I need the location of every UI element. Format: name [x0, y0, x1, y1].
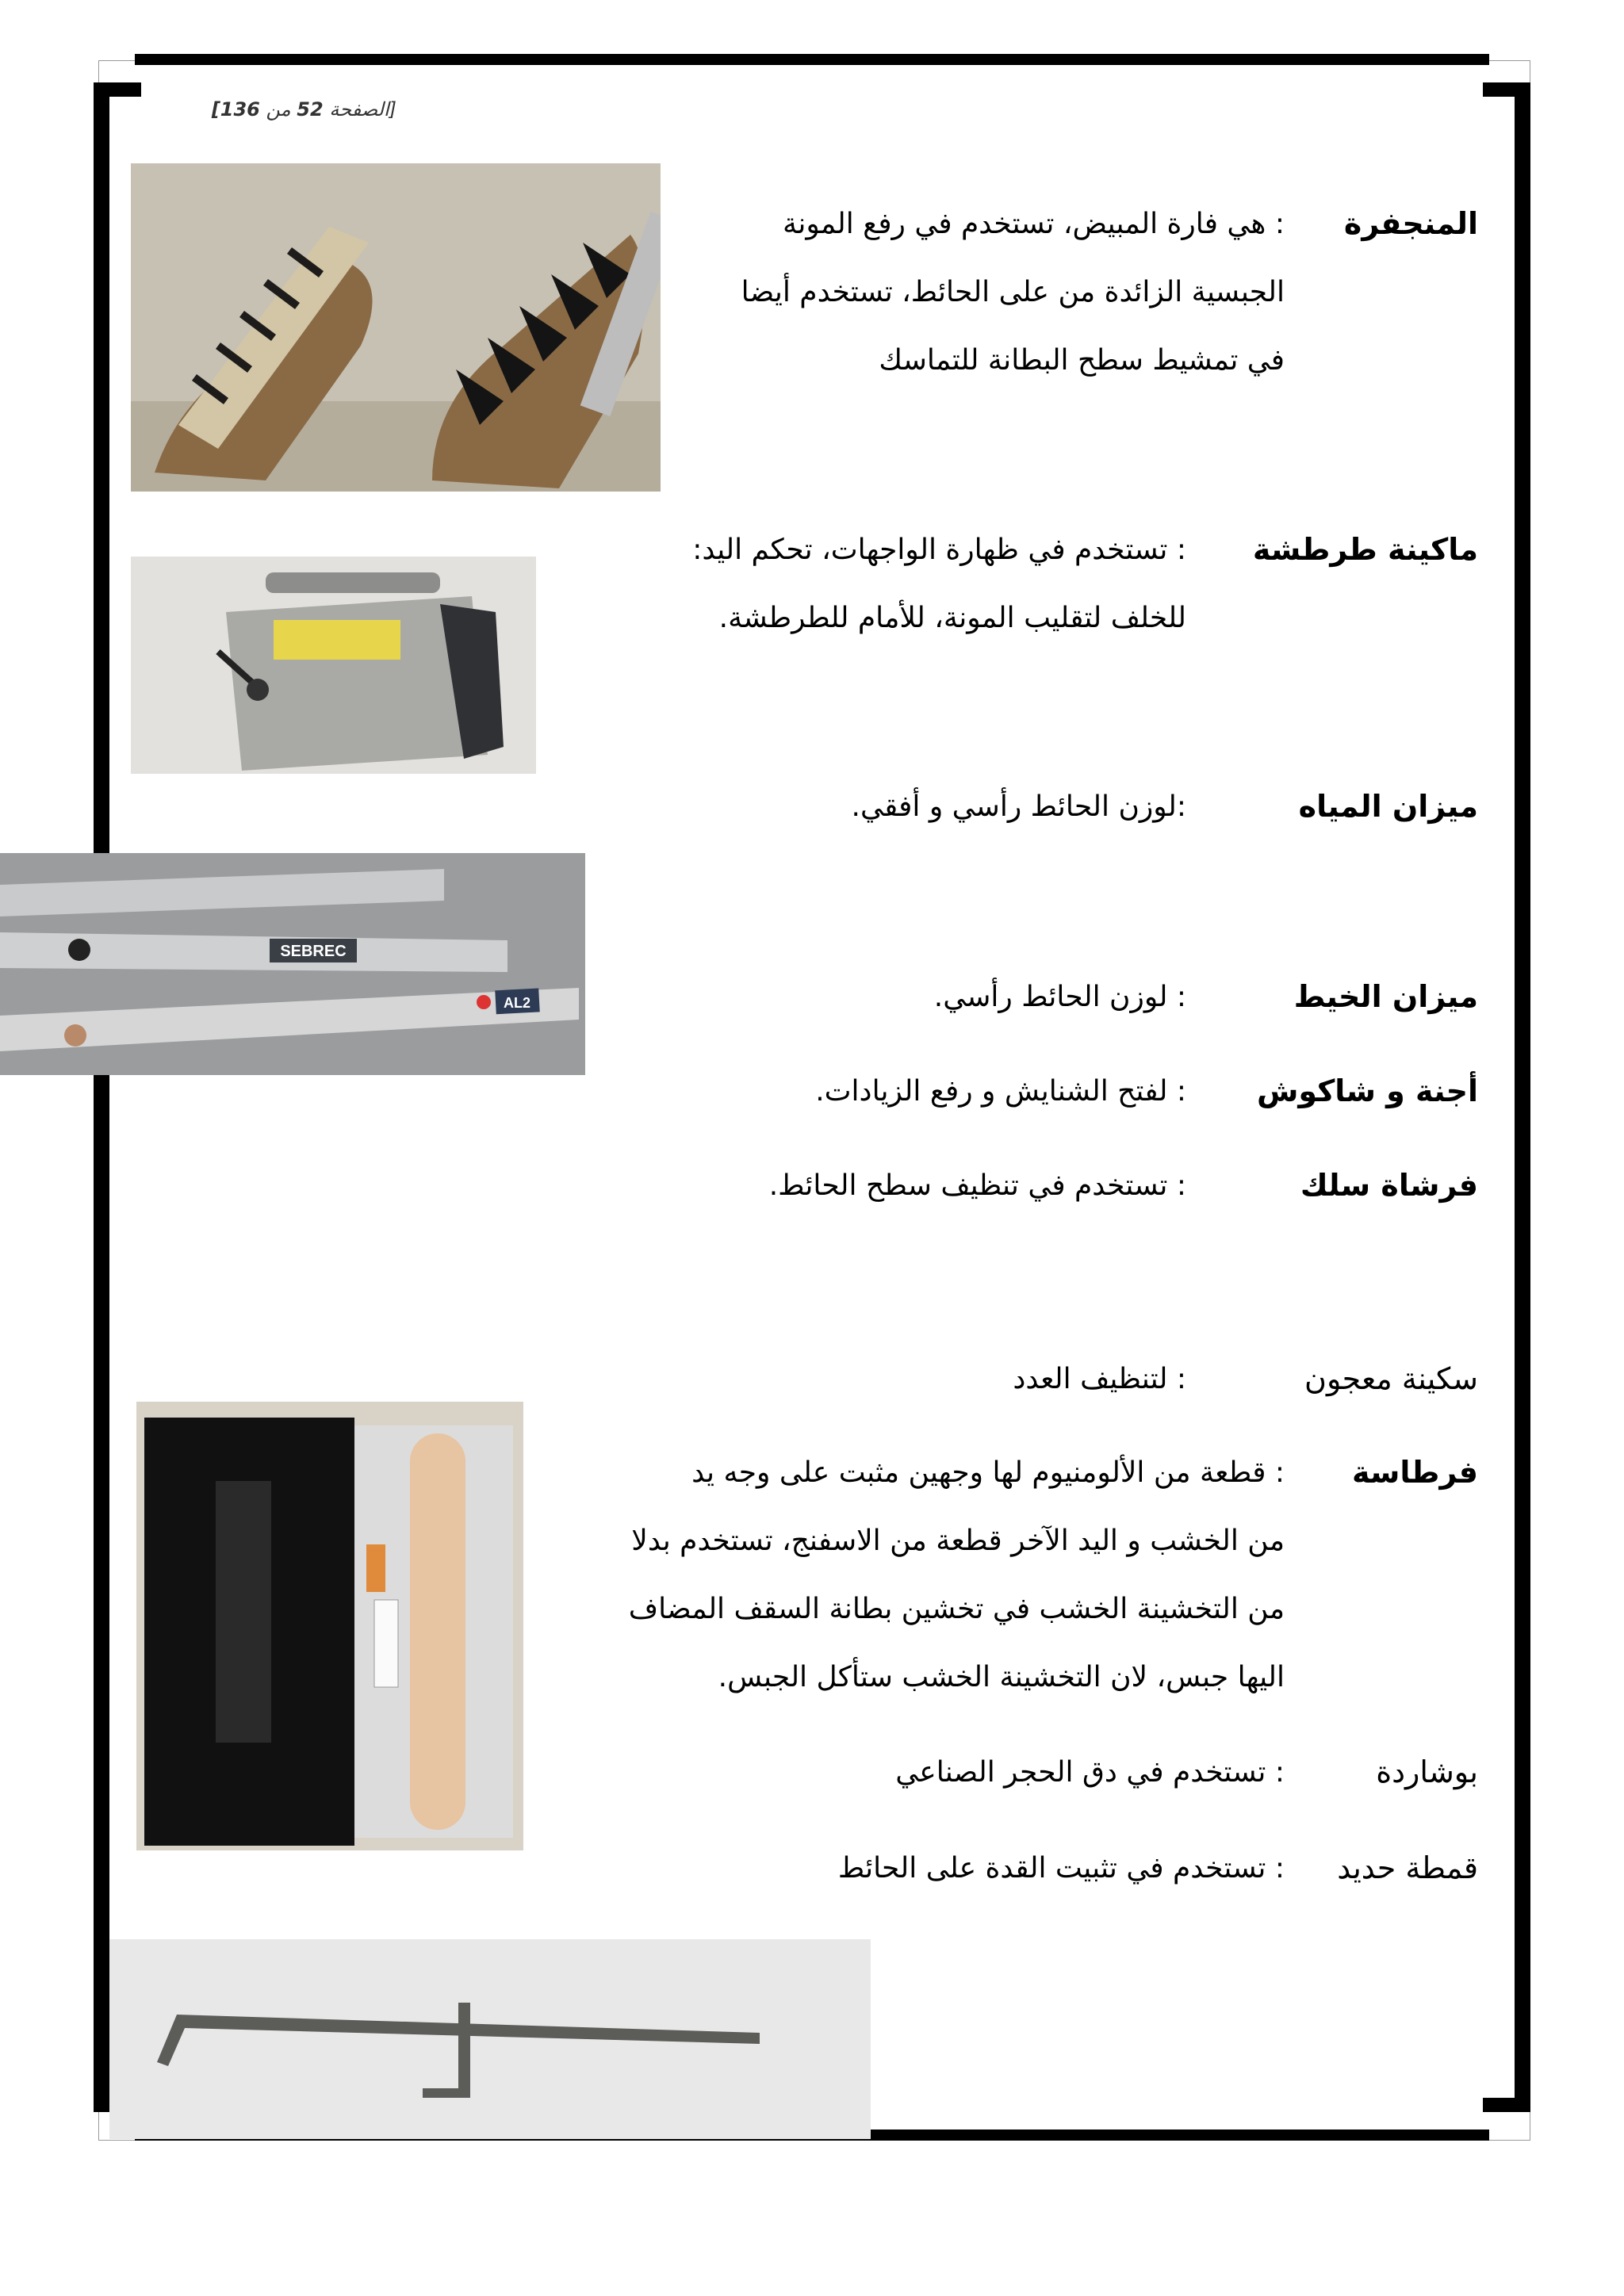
desc-8-line-4: اليها جبس، لان التخشينة الخشب ستأكل الجبس.	[718, 1661, 1285, 1693]
border-left	[94, 97, 109, 2098]
desc-8	[547, 1439, 1285, 1712]
level-brand-label-2: AL2	[503, 995, 531, 1011]
header-page-number: 52	[297, 98, 324, 121]
term-1: المنجفرة	[1343, 206, 1478, 241]
desc-3	[714, 773, 1186, 841]
desc-8-line-2: من الخشب و اليد الآخر قطعة من الاسفنج، تستخدم بدلا	[631, 1525, 1285, 1557]
desc-1	[650, 190, 1285, 395]
corner-tr	[1483, 82, 1530, 97]
border-right	[1515, 97, 1530, 2098]
desc-7-line-1: : لتنظيف العدد	[1013, 1363, 1186, 1395]
desc-6	[682, 1152, 1186, 1220]
desc-9	[793, 1739, 1285, 1807]
header-prefix: [الصفحة	[329, 98, 396, 121]
header-of: من	[266, 98, 291, 121]
desc-6-line-1: : تستخدم في تنظيف سطح الحائط.	[768, 1169, 1186, 1202]
term-7: سكينة معجون	[1304, 1361, 1478, 1396]
desc-9-line-1: : تستخدم في دق الحجر الصناعي	[895, 1756, 1285, 1789]
border-top	[135, 54, 1489, 65]
desc-5	[714, 1058, 1186, 1126]
desc-5-line-1: : لفتح الشنايش و رفع الزيادات.	[815, 1075, 1186, 1108]
desc-3-line-1: :لوزن الحائط رأسي و أفقي.	[851, 790, 1186, 823]
photo-iron-clamp	[109, 1939, 871, 2139]
desc-1-line-1: : هي فارة المبيض، تستخدم في رفع المونة	[783, 208, 1285, 240]
photo-sponge-float	[136, 1402, 523, 1850]
desc-4	[714, 963, 1186, 1031]
desc-2-line-1: : تستخدم في ظهارة الواجهات، تحكم اليد:	[692, 534, 1186, 566]
desc-7	[793, 1345, 1186, 1414]
photo-plaster-combs	[131, 163, 661, 492]
term-5: أجنة و شاكوش	[1256, 1073, 1478, 1108]
level-brand-label: SEBREC	[280, 943, 347, 960]
page-header	[206, 98, 396, 121]
photo-spirit-levels	[0, 853, 585, 1075]
desc-10	[714, 1835, 1285, 1903]
term-4: ميزان الخيط	[1293, 979, 1478, 1014]
desc-8-line-1: : قطعة من الألومنيوم لها وجهين مثبت على وجه يد	[691, 1456, 1285, 1489]
photo-spraying-machine	[131, 557, 536, 774]
desc-1-line-2: الجبسية الزائدة من على الحائط، تستخدم أيضا	[741, 276, 1285, 308]
desc-4-line-1: : لوزن الحائط رأسي.	[933, 981, 1186, 1013]
header-total-pages: 136]	[211, 98, 260, 121]
corner-tl	[94, 82, 141, 97]
desc-1-line-3: في تمشيط سطح البطانة للتماسك	[879, 344, 1285, 377]
desc-2-line-2: للخلف لتقليب المونة، للأمام للطرطشة.	[718, 602, 1186, 634]
term-6: فرشاة سلك	[1300, 1168, 1478, 1203]
corner-br	[1483, 2098, 1530, 2112]
term-10: قمطة حديد	[1337, 1850, 1478, 1885]
term-9: بوشاردة	[1376, 1755, 1478, 1789]
desc-10-line-1: : تستخدم في تثبيت القدة على الحائط	[837, 1852, 1285, 1885]
term-8: فرطاسة	[1352, 1455, 1478, 1490]
desc-2	[555, 516, 1186, 652]
term-3: ميزان المياه	[1298, 789, 1478, 824]
term-2: ماكينة طرطشة	[1252, 532, 1478, 567]
desc-8-line-3: من التخشينة الخشب في تخشين بطانة السقف المضاف	[628, 1593, 1285, 1625]
